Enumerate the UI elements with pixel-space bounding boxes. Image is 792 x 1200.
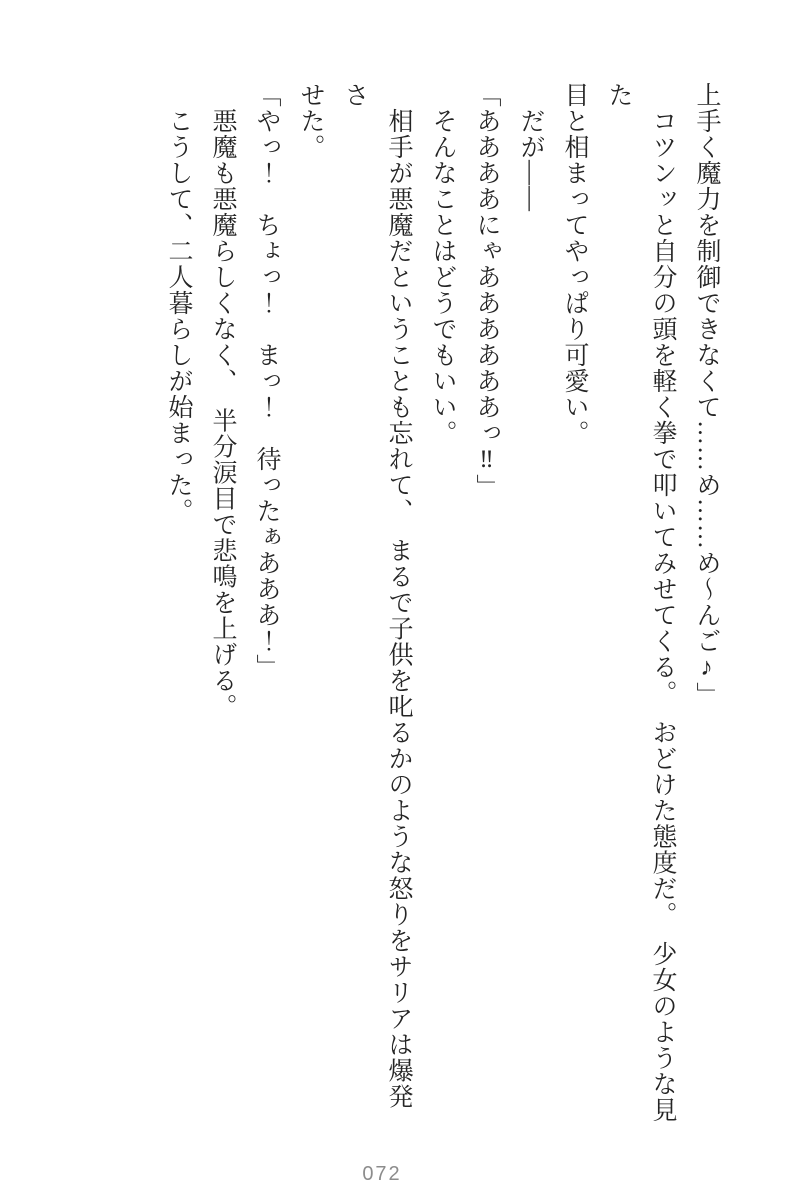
text-column: 悪魔も悪魔らしくなく、 半分涙目で悲鳴を上げる。 xyxy=(209,82,236,720)
text-column: 「ああああにゃああああああっ‼」 xyxy=(473,82,500,500)
text-column: 「やっ！ ちょっ！ まっ！ 待ったぁあああ！」 xyxy=(253,82,280,680)
text-column: コツンッと自分の頭を軽く拳で叩いてみせてくる。 おどけた態度だ。 少女のような見た xyxy=(605,82,676,1123)
body-text xyxy=(165,82,728,1132)
text-column: 上手く魔力を制御できなくて……め……め～んご♪」 xyxy=(693,82,720,708)
text-column: そんなことはどうでもいい。 xyxy=(429,82,456,446)
text-column: 相手が悪魔だということも忘れて、 まるで子供を叱るかのような怒りをサリアは爆発さ xyxy=(341,82,412,1110)
text-column: 目と相まってやっぱり可愛い。 xyxy=(561,82,588,446)
text-column: せた。 xyxy=(297,82,324,160)
page-number: 072 xyxy=(362,1163,402,1185)
text-column: こうして、二人暮らしが始まった。 xyxy=(165,82,192,524)
text-column: だが―― xyxy=(517,82,544,212)
